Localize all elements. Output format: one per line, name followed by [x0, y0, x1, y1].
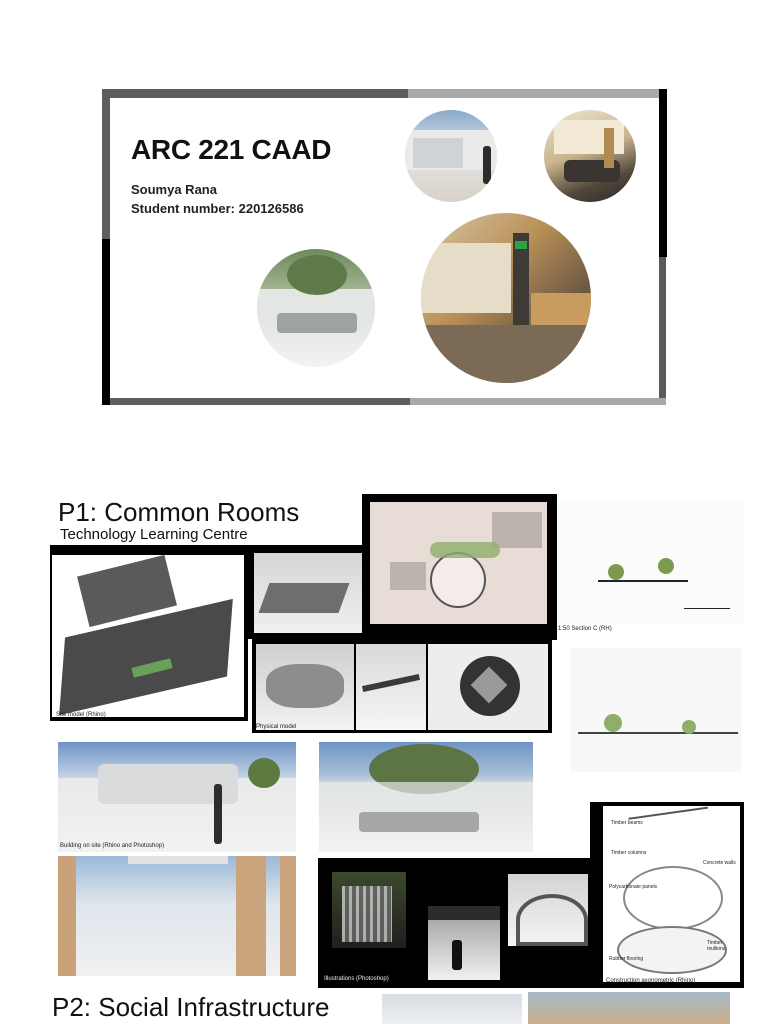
render-circle-stair-hall: [421, 213, 591, 383]
building-on-site-render: [58, 742, 296, 852]
ax-label: Timber beams: [611, 820, 643, 826]
frame-bar: [659, 257, 666, 405]
caption-building-on-site: Building on site (Rhino and Photoshop): [60, 843, 165, 849]
render-circle-courtyard: [257, 249, 375, 367]
ax-label: Timber mullions: [707, 940, 726, 952]
frame-bar: [102, 89, 110, 239]
physical-model-photo-1: [254, 553, 362, 633]
frame-bar: [408, 89, 660, 98]
illustration-forest: [332, 872, 406, 948]
illustration-figure: [428, 906, 500, 980]
caption-section: 1:50 Section C (RH): [558, 626, 612, 632]
p2-heading: P2: Social Infrastructure: [52, 992, 330, 1022]
ax-label: Polycarbonate panels: [609, 884, 658, 890]
slide-title: ARC 221 CAAD: [131, 134, 332, 165]
axonometric-drawing: [603, 806, 740, 982]
p1-subheading: Technology Learning Centre: [60, 526, 248, 543]
physical-model-photo-4: [428, 644, 548, 730]
p1-heading: P1: Common Rooms: [58, 497, 300, 527]
ax-label: Rubber flooring: [609, 956, 644, 962]
interior-render: [58, 856, 296, 976]
illustration-curve-wall: [508, 874, 588, 946]
physical-model-photo-2: [256, 644, 354, 730]
caption-axonometric: Construction axonometric (Rhino): [606, 978, 696, 984]
section-drawing-2: [570, 648, 742, 772]
frame-bar: [110, 398, 410, 405]
render-circle-exterior: [405, 110, 497, 202]
author-block: [131, 180, 304, 218]
site-plan-image: [370, 502, 547, 624]
p2-render-2: [528, 992, 730, 1024]
student-number: Student number: 220126586: [131, 201, 304, 216]
author-name: Soumya Rana: [131, 182, 217, 197]
p2-render-1: [382, 994, 522, 1024]
courtyard-render: [319, 742, 533, 852]
frame-bar: [659, 89, 667, 257]
caption-physical-model: Physical model: [256, 724, 297, 730]
render-circle-interior-seating: [544, 110, 636, 202]
frame-bar: [410, 398, 666, 405]
ax-label: Timber columns: [611, 850, 647, 856]
ax-label: Concrete walls: [703, 860, 736, 866]
physical-model-photo-3: [356, 644, 426, 730]
section-drawing-1: [558, 500, 744, 624]
frame-bar: [102, 89, 408, 98]
site-model-image: [52, 555, 244, 717]
caption-site-model: Site model (Rhino): [56, 712, 106, 718]
frame-bar: [102, 239, 110, 405]
caption-illustrations: Illustrations (Photoshop): [324, 976, 389, 982]
